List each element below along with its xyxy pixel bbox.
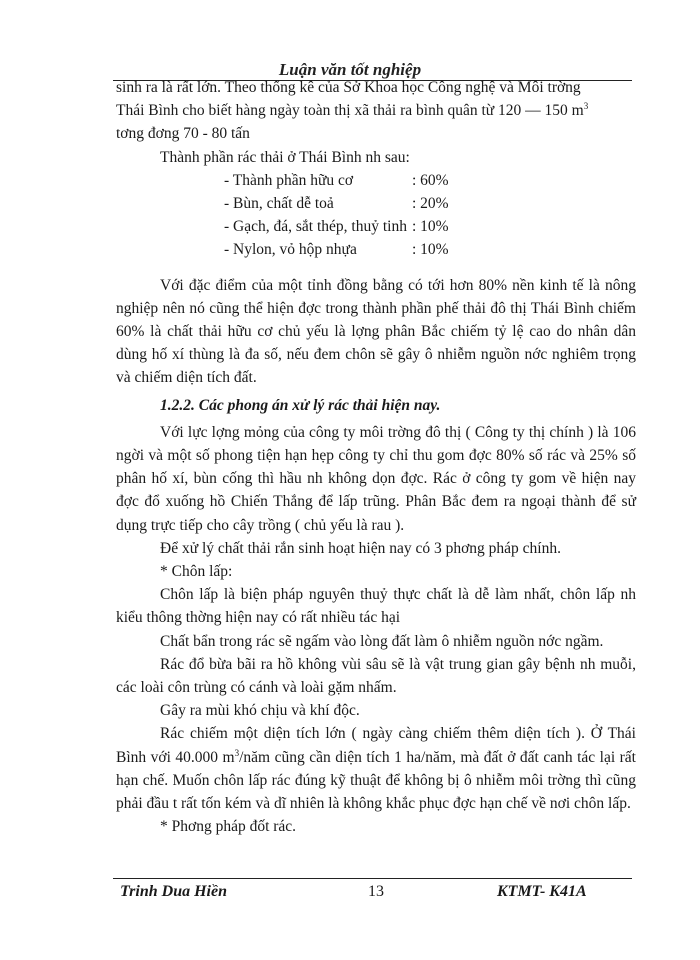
list-item xyxy=(116,238,636,261)
paragraph-6: * Chôn lấp: xyxy=(160,563,233,581)
paragraph-11-text-a: Rác chiếm một diện tích lớn ( ngày càng chiếm thêm diện tích ). Ở Thái Bình với 40.000 m xyxy=(116,725,636,766)
paragraph-4: Với lực lợng mỏng của công ty môi trờng đô thị ( Công ty thị chính ) là 106 ngời và một số phong tiện hạn hẹp công ty chỉ thu gom đợc 80% số rác và 25% số phân hố xí, bùn cống thì hầu nh không dọn đợc. Rác ở công ty gom về hiện nay đợc đổ xuống hồ Chiến Thắng để lấp trũng. Phân Bắc đem ra ngoại thành để sử dụng trực tiếp cho cây trồng ( chủ yếu là rau ). xyxy=(116,423,636,534)
list-item xyxy=(116,169,636,192)
list-item-value: : 10% xyxy=(412,241,449,259)
paragraph-1-line-2-text: Thái Bình cho biết hàng ngày toàn thị xã thải ra bình quân từ 120 — 150 m xyxy=(116,102,584,120)
paragraph-5: Để xử lý chất thải rắn sinh hoạt hiện nay có 3 phơng pháp chính. xyxy=(160,539,561,557)
list-item-label: - Thành phần hữu cơ xyxy=(224,171,354,189)
header-title: Luận văn tốt nghiệp xyxy=(278,60,422,79)
paragraph-1-line-3: tơng đơng 70 - 80 tấn xyxy=(116,125,250,143)
list-item-value: : 20% xyxy=(412,195,449,213)
paragraph-2: Thành phần rác thải ở Thái Bình nh sau: xyxy=(160,148,410,166)
superscript-3: 3 xyxy=(234,747,240,758)
footer-class-code: KTMT- K41A xyxy=(497,883,587,900)
footer-rule xyxy=(113,878,632,879)
page-number: 13 xyxy=(368,883,384,900)
paragraph-8: Chất bẩn trong rác sẽ ngấm vào lòng đất làm ô nhiễm nguồn nớc ngầm. xyxy=(160,632,604,650)
superscript-3: 3 xyxy=(583,101,589,112)
list-item-value: : 60% xyxy=(412,171,449,189)
paragraph-1-line-1: sinh ra là rất lớn. Theo thống kê của Sở Khoa học Công nghệ và Môi trờng xyxy=(116,79,581,96)
body-text xyxy=(116,76,636,839)
paragraph-12: * Phơng pháp đốt rác. xyxy=(160,818,297,836)
list-item-label: - Gạch, đá, sắt thép, thuỷ tinh xyxy=(224,218,407,236)
paragraph-3: Với đặc điểm của một tỉnh đồng bằng có tới hơn 80% nền kinh tế là nông nghiệp nên nó cũng thể hiện đợc trong thành phần phế thải đô thị Thái Bình chiếm 60% là chất thải hữu cơ chủ yếu là lợng phân Bắc chiếm tỷ lệ cao do nhân dân dùng hố xí thùng là đa số, nếu đem chôn sẽ gây ô nhiễm nguồn nớc nghiêm trọng và chiếm diện tích đất. xyxy=(116,276,636,387)
paragraph-9: Rác đổ bừa bãi ra hồ không vùi sâu sẽ là vật trung gian gây bệnh nh muỗi, các loài côn trùng có cánh và loài gặm nhấm. xyxy=(116,655,636,697)
list-item xyxy=(116,192,636,215)
list-item xyxy=(116,215,636,238)
section-heading: 1.2.2. Các phong án xử lý rác thải hiện nay. xyxy=(160,396,441,414)
paragraph-1-line-2 xyxy=(116,99,636,122)
list-item-label: - Nylon, vỏ hộp nhựa xyxy=(224,241,357,259)
spacer xyxy=(116,262,636,274)
list-item-label: - Bùn, chất dễ toả xyxy=(224,195,334,213)
paragraph-7: Chôn lấp là biện pháp nguyên thuỷ thực chất là dễ làm nhất, chôn lấp nh kiểu thông thờng hiện nay có rất nhiều tác hại xyxy=(116,586,636,627)
footer-author: Trinh Dua Hiền xyxy=(120,883,227,900)
paragraph-10: Gây ra mùi khó chịu và khí độc. xyxy=(160,702,360,720)
paragraph-11-text-b: /năm cũng cần diện tích 1 ha/năm, mà đất ở đất canh tác lại rất hạn chế. Muốn chôn lấp rác đúng kỹ thuật để không bị ô nhiễm môi trờng thì cũng phải đầu t rất tốn kém và dĩ nhiên là không khắc phục đợc hạn chế về nơi chôn lấp. xyxy=(116,748,636,813)
paragraph-11 xyxy=(116,722,636,815)
list-item-value: : 10% xyxy=(412,218,449,236)
composition-list xyxy=(116,169,636,262)
